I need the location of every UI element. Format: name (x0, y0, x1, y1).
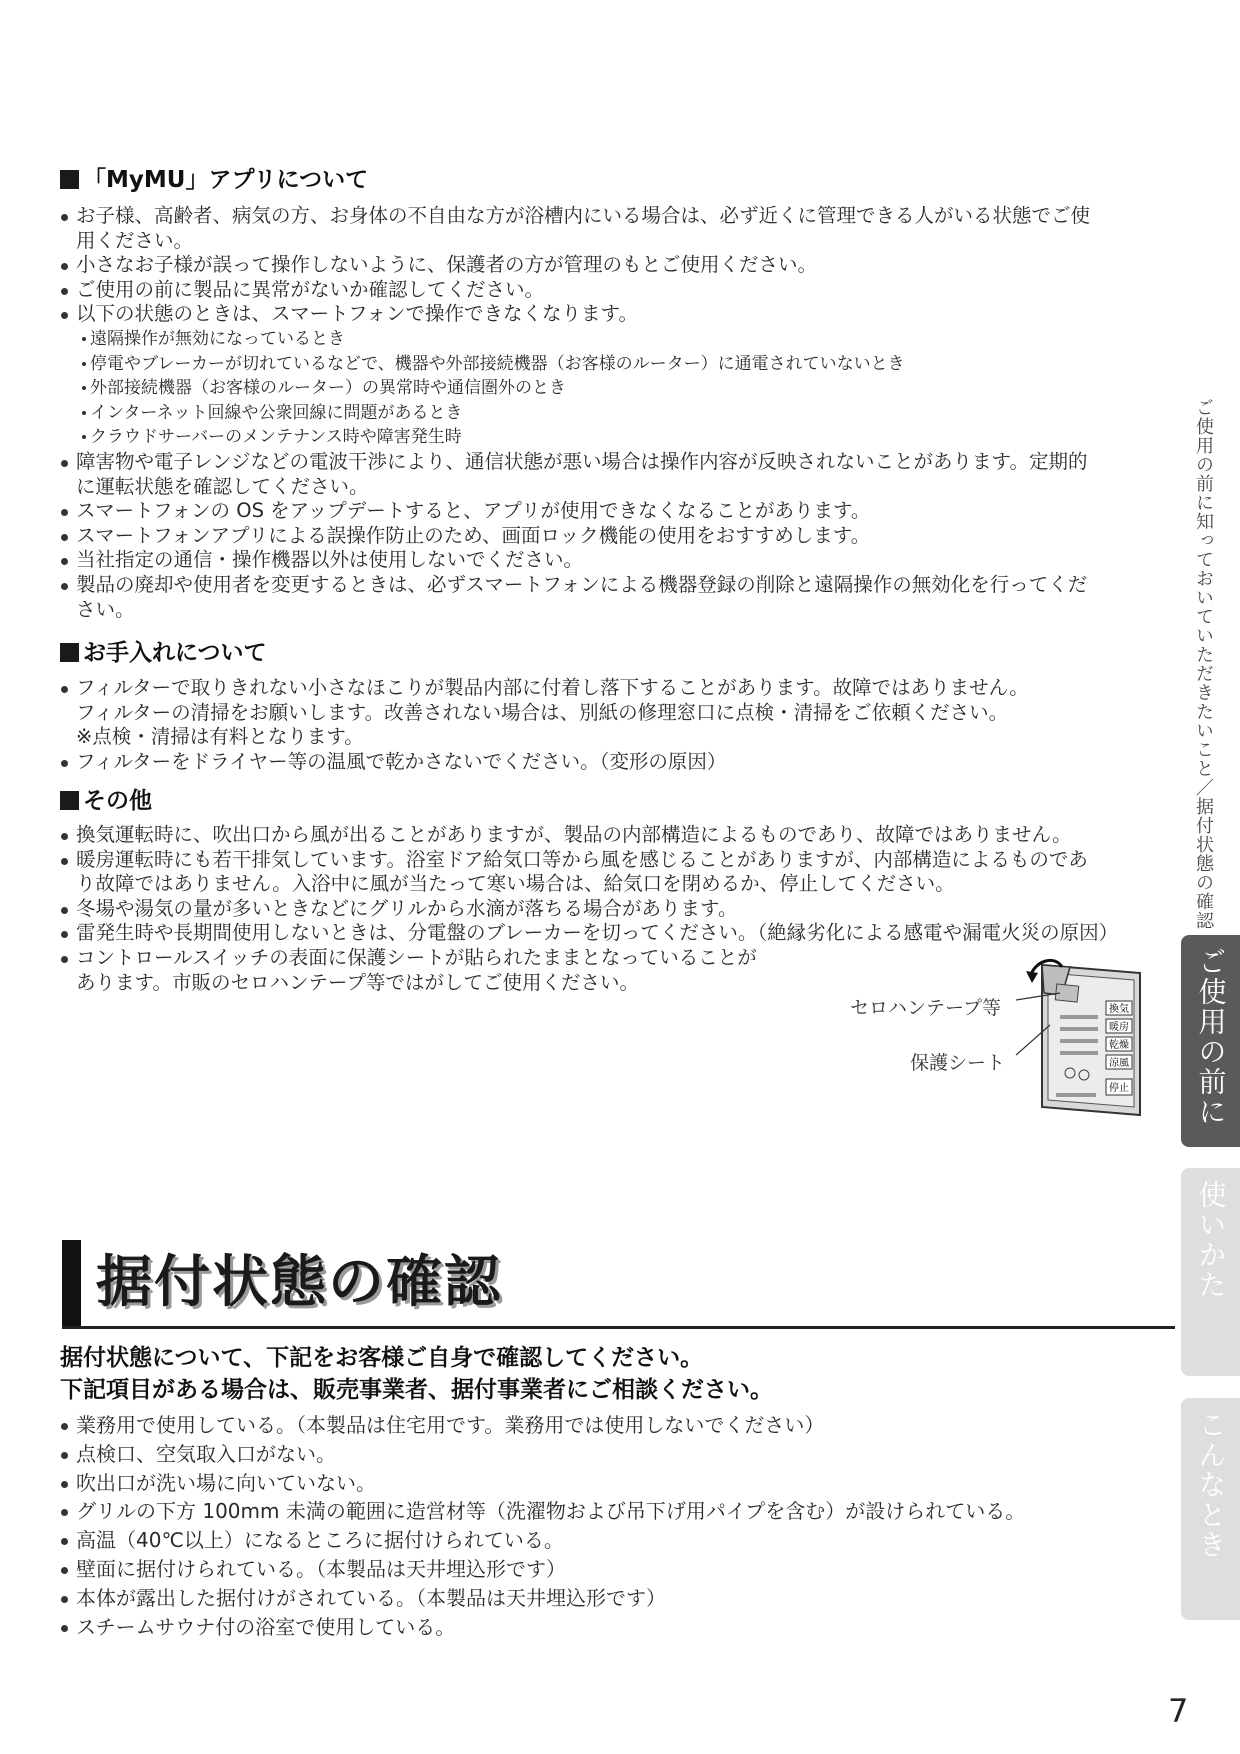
sub-list-item: 外部接続機器（お客様のルーター）の異常時や通信圏外のとき (58, 376, 1173, 401)
tab-how-to-use[interactable]: 使いかた (1181, 1168, 1240, 1376)
list-item: 当社指定の通信・操作機器以外は使用しないでください。 (58, 548, 1173, 573)
list-item-continuation: 用ください。 (76, 228, 194, 252)
sub-list-item: インターネット回線や公衆回線に問題があるとき (58, 401, 1173, 426)
list-item: 以下の状態のときは、スマートフォンで操作できなくなります。 (58, 302, 1173, 327)
button-label: 暖房 (1109, 1022, 1129, 1033)
list-item: ご使用の前に製品に異常がないか確認してください。 (58, 278, 1173, 303)
sub-list-item: クラウドサーバーのメンテナンス時や障害発生時 (58, 425, 1173, 450)
control-switch-illustration (1000, 955, 1150, 1125)
note-text: ※点検・清掃は有料となります。 (76, 725, 364, 749)
button-label: 停止 (1109, 1083, 1129, 1094)
square-bullet-icon (60, 643, 79, 662)
list-item-continuation: に運転状態を確認してください。 (76, 474, 369, 498)
button-label: 涼風 (1109, 1058, 1129, 1069)
install-intro-line-1: 据付状態について、下記をお客様ご自身で確認してください。 (60, 1345, 704, 1371)
list-item: 冬場や湯気の量が多いときなどにグリルから水滴が落ちる場合があります。 (58, 897, 1173, 922)
list-item: 点検口、空気取入口がない。 (58, 1440, 1173, 1469)
list-item: スチームサウナ付の浴室で使用している。 (58, 1613, 1173, 1642)
list-item: 暖房運転時にも若干排気しています。浴室ドア給気口等から風を感じることがありますが、内部構造によるものであ (58, 848, 1173, 873)
section-heading-care: お手入れについて (60, 638, 267, 668)
page-title: 据付状態の確認 (96, 1250, 502, 1315)
list-item-continuation: り故障ではありません。入浴中に風が当たって寒い場合は、給気口を閉めるか、停止してください。 (76, 872, 955, 896)
title-divider (62, 1326, 1175, 1329)
sub-list-item: 遠隔操作が無効になっているとき (58, 327, 1173, 352)
list-item: 高温（40℃以上）になるところに据付けられている。 (58, 1526, 1173, 1555)
list-item: スマートフォンの OS をアップデートすると、アプリが使用できなくなることがあります。 (58, 499, 1173, 524)
label-cellophane-tape: セロハンテープ等 (850, 997, 1002, 1019)
sub-list-item: 停電やブレーカーが切れているなどで、機器や外部接続機器（お客様のルーター）に通電されていないとき (58, 352, 1173, 377)
list-item: 本体が露出した据付けがされている。（本製品は天井埋込形です） (58, 1584, 1173, 1613)
list-item-continuation: フィルターの清掃をお願いします。改善されない場合は、別紙の修理窓口に点検・清掃をご依頼ください。 (76, 700, 1009, 724)
install-intro-line-2: 下記項目がある場合は、販売事業者、据付事業者にご相談ください。 (60, 1377, 773, 1403)
list-item: 換気運転時に、吹出口から風が出ることがありますが、製品の内部構造によるものであり、故障ではありません。 (58, 823, 1173, 848)
list-item-continuation: さい。 (76, 597, 135, 621)
list-item: 雷発生時や長期間使用しないときは、分電盤のブレーカーを切ってください。（絶縁劣化による感電や漏電火災の原因） (58, 921, 1173, 946)
list-item: 障害物や電子レンジなどの電波干渉により、通信状態が悪い場合は操作内容が反映されないことがあります。定期的 (58, 450, 1173, 475)
mymu-list (58, 204, 1173, 622)
list-item: フィルターをドライヤー等の温風で乾かさないでください。（変形の原因） (58, 750, 1173, 775)
list-item: コントロールスイッチの表面に保護シートが貼られたままとなっていることが (58, 946, 1173, 971)
chapter-side-text: ご使用の前に知っておいていただきたいこと／据付状態の確認 (1193, 398, 1214, 930)
list-item: 小さなお子様が誤って操作しないように、保護者の方が管理のもとご使用ください。 (58, 253, 1173, 278)
list-item: 吹出口が洗い場に向いていない。 (58, 1469, 1173, 1498)
install-check-list (58, 1411, 1173, 1641)
button-label: 換気 (1109, 1004, 1129, 1015)
title-accent-bar (62, 1240, 81, 1327)
square-bullet-icon (60, 170, 79, 189)
tab-troubleshooting[interactable]: こんなとき (1181, 1398, 1240, 1620)
list-item-continuation: あります。市販のセロハンテープ等ではがしてご使用ください。 (76, 970, 639, 994)
list-item: 製品の廃却や使用者を変更するときは、必ずスマートフォンによる機器登録の削除と遠隔操作の無効化を行ってくだ (58, 573, 1173, 598)
list-item: スマートフォンアプリによる誤操作防止のため、画面ロック機能の使用をおすすめします。 (58, 524, 1173, 549)
square-bullet-icon (60, 791, 79, 810)
tab-before-use[interactable]: ご使用の前に (1181, 935, 1240, 1147)
list-item: 壁面に据付けられている。（本製品は天井埋込形です） (58, 1555, 1173, 1584)
list-item: 業務用で使用している。（本製品は住宅用です。業務用では使用しないでください） (58, 1411, 1173, 1440)
button-label: 乾燥 (1109, 1040, 1129, 1051)
section-heading-other: その他 (60, 786, 152, 816)
care-list (58, 676, 1173, 774)
list-item: フィルターで取りきれない小さなほこりが製品内部に付着し落下することがあります。故障ではありません。 (58, 676, 1173, 701)
list-item: グリルの下方 100mm 未満の範囲に造営材等（洗濯物および吊下げ用パイプを含む）が設けられている。 (58, 1497, 1173, 1526)
page-number: 7 (1168, 1692, 1189, 1730)
section-heading-mymu: 「MyMU」アプリについて (60, 165, 368, 195)
label-protective-sheet: 保護シート (910, 1052, 1006, 1074)
list-item: お子様、高齢者、病気の方、お身体の不自由な方が浴槽内にいる場合は、必ず近くに管理できる人がいる状態でご使 (58, 204, 1173, 229)
